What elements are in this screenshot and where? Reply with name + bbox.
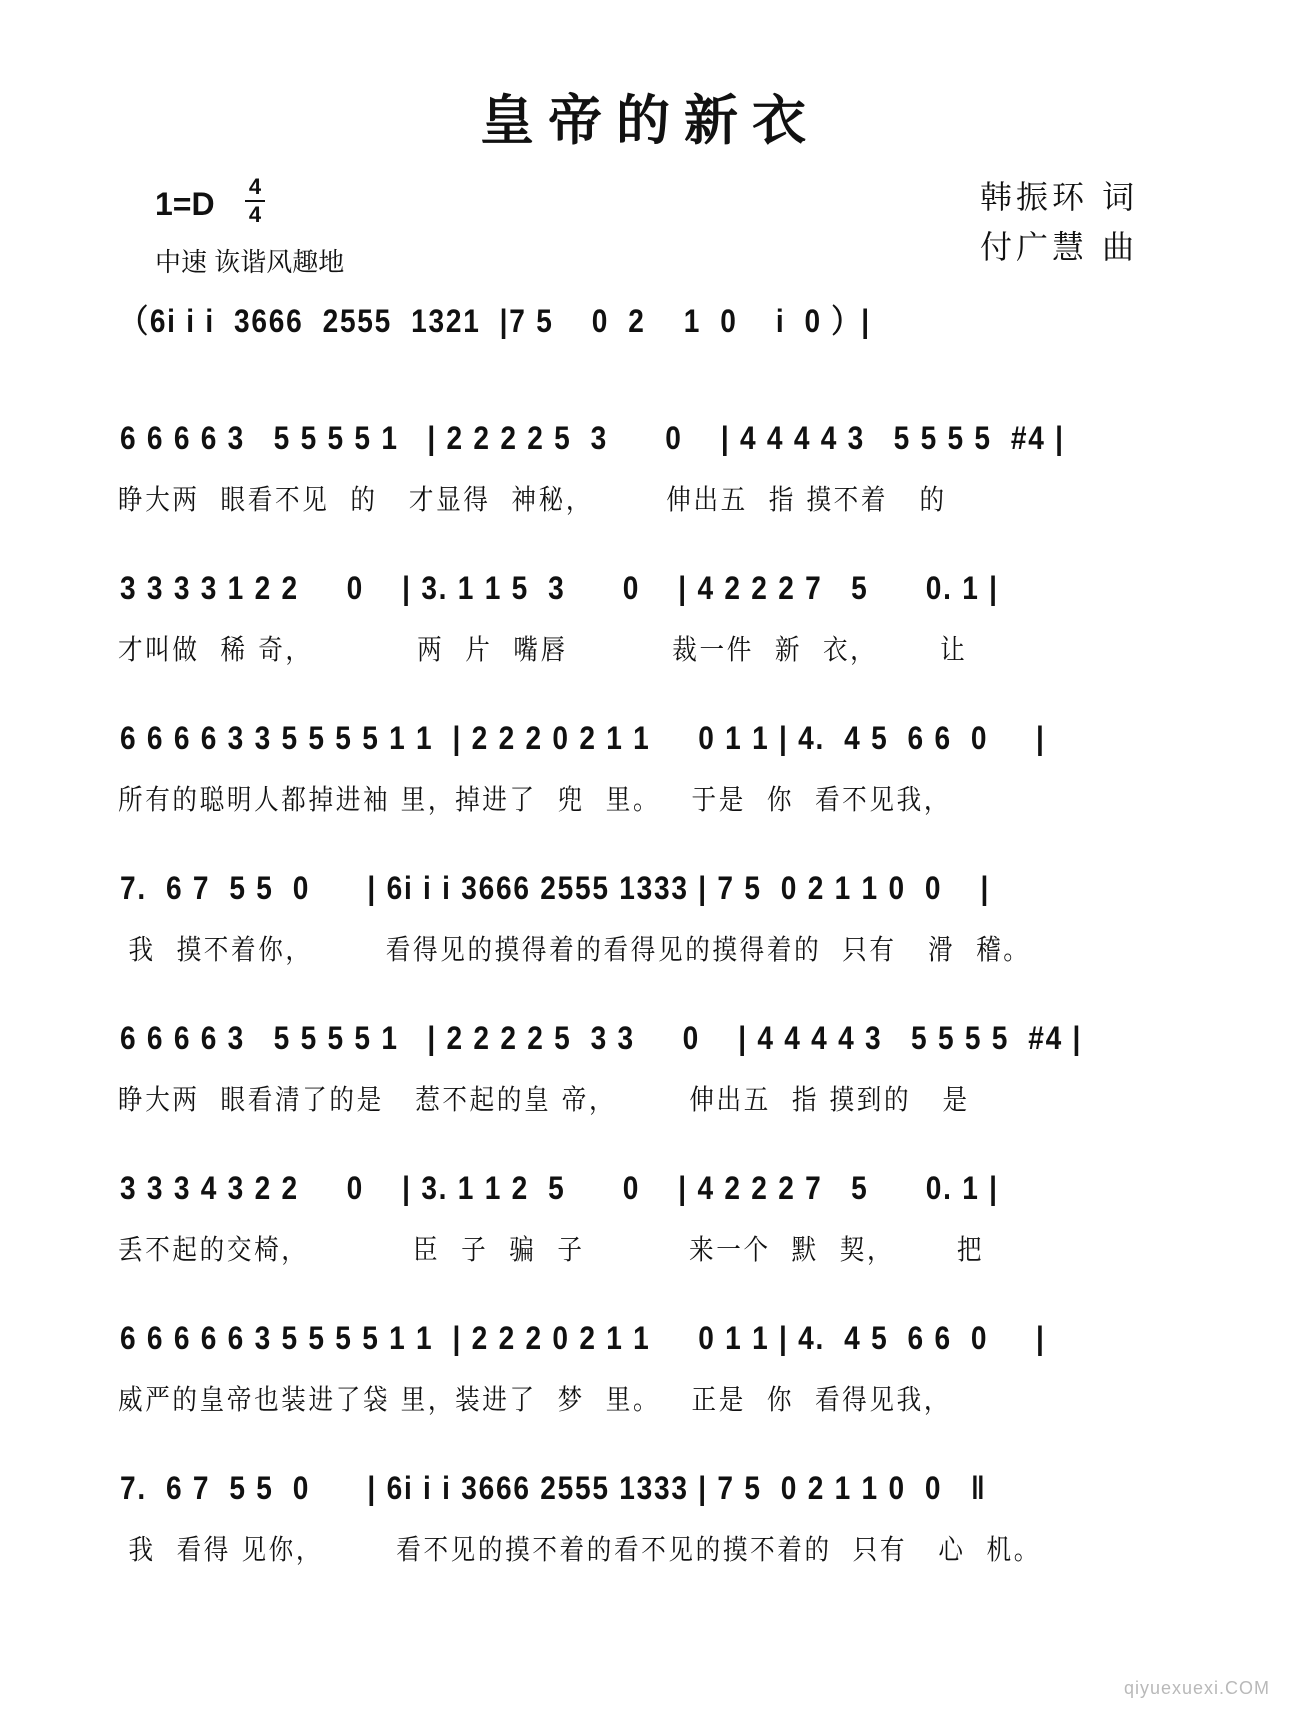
lyrics-line: 我 摸不着你， 看得见的摸得着的看得见的摸得着的 只有 滑 稽。 xyxy=(118,933,1031,966)
lyrics-line: 威严的皇帝也装进了袋 里，装进了 梦 里。 正是 你 看得见我， xyxy=(118,1383,952,1416)
tempo-marking: 中速 诙谐风趣地 xyxy=(155,247,345,277)
notation-line: （6i i i 3666 2555 1321 |7 5 0 2 1 0 i 0 ）| xyxy=(120,303,871,339)
notation-line: 7. 6 7 5 5 0 | 6i i i 3666 2555 1333 | 7 5 0 2 1 1 0 0 ‖ xyxy=(120,1470,987,1506)
page-title: 皇帝的新衣 xyxy=(480,88,820,152)
lyrics-line: 睁大两 眼看不见 的 才显得 神秘， 伸出五 指 摸不着 的 xyxy=(118,483,947,516)
time-signature xyxy=(243,174,267,228)
notation-line: 3 3 3 4 3 2 2 0 | 3. 1 1 2 5 0 | 4 2 2 2 7 5 0. 1 | xyxy=(120,1170,999,1206)
notation-line: 6 6 6 6 6 3 5 5 5 5 1 1 | 2 2 2 0 2 1 1 0 1 1 | 4. 4 5 6 6 0 | xyxy=(120,1320,1046,1356)
site-watermark: qiyuexuexi.COM xyxy=(1123,1678,1270,1698)
lyrics-line: 我 看得 见你， 看不见的摸不着的看不见的摸不着的 只有 心 机。 xyxy=(118,1533,1041,1566)
notation-line: 3 3 3 3 1 2 2 0 | 3. 1 1 5 3 0 | 4 2 2 2 7 5 0. 1 | xyxy=(120,570,999,606)
notation-line: 6 6 6 6 3 3 5 5 5 5 1 1 | 2 2 2 0 2 1 1 0 1 1 | 4. 4 5 6 6 0 | xyxy=(120,720,1046,756)
time-signature-top: 4 xyxy=(248,174,262,199)
notation-line: 7. 6 7 5 5 0 | 6i i i 3666 2555 1333 | 7 5 0 2 1 1 0 0 | xyxy=(120,870,991,906)
notation-line: 6 6 6 6 3 5 5 5 5 1 | 2 2 2 2 5 3 3 0 | 4 4 4 4 3 5 5 5 5 #4 | xyxy=(120,1020,1083,1056)
lyrics-line: 所有的聪明人都掉进袖 里，掉进了 兜 里。 于是 你 看不见我， xyxy=(118,783,952,816)
lyrics-line: 丢不起的交椅， 臣 子 骗 子 来一个 默 契， 把 xyxy=(118,1233,985,1266)
notation-line: 6 6 6 6 3 5 5 5 5 1 | 2 2 2 2 5 3 0 | 4 4 4 4 3 5 5 5 5 #4 | xyxy=(120,420,1065,456)
lyrics-line: 才叫做 稀 奇， 两 片 嘴唇 裁一件 新 衣， 让 xyxy=(118,633,968,666)
key-signature: 1=D xyxy=(155,186,215,222)
time-signature-bottom: 4 xyxy=(248,202,262,227)
lyrics-line: 睁大两 眼看清了的是 惹不起的皇 帝， 伸出五 指 摸到的 是 xyxy=(118,1083,970,1116)
lyricist-credit: 韩振环 词 xyxy=(980,178,1139,216)
composer-credit: 付广慧 曲 xyxy=(980,228,1139,266)
